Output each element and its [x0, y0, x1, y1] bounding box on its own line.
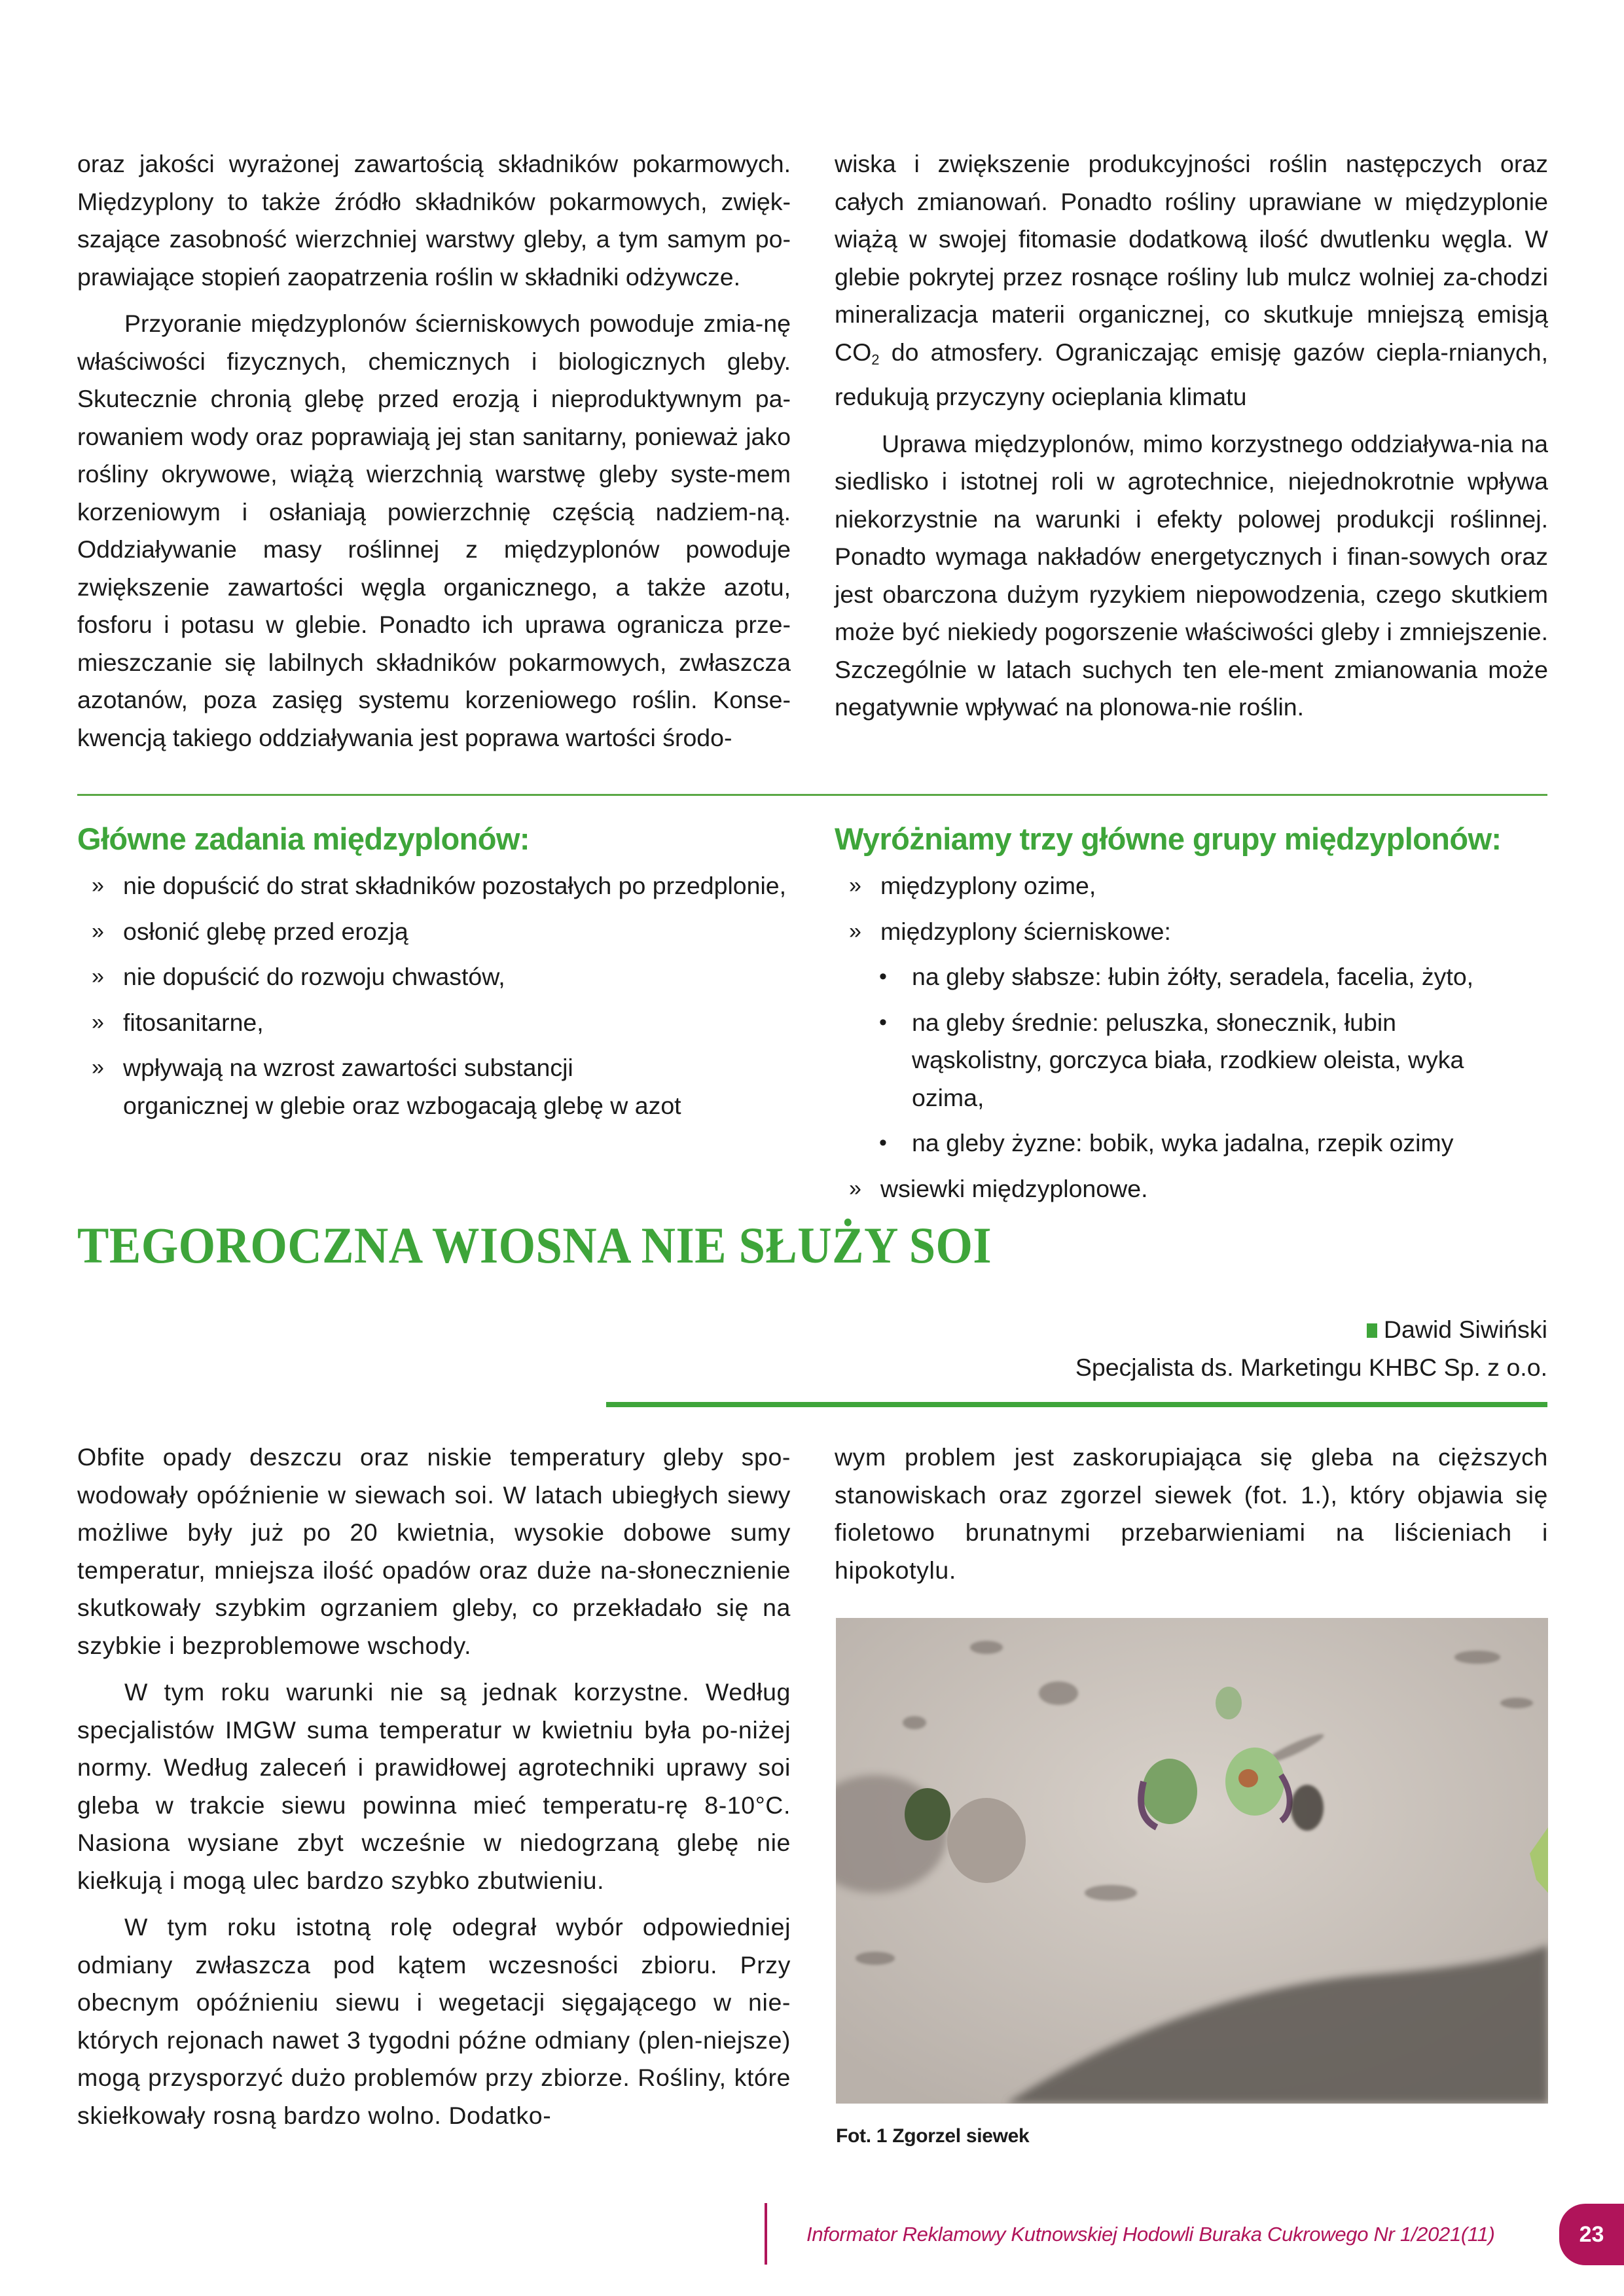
dot-bullet-icon: •	[879, 1009, 887, 1035]
chevron-bullet-icon: »	[92, 1055, 104, 1080]
green-square-icon	[1367, 1323, 1377, 1338]
tasks-box-title: Główne zadania międzyplonów:	[77, 821, 530, 856]
paragraph: Obfite opady deszczu oraz niskie temperatury gleby spo-wodowały opóźnienie w siewach soi. W latach ubiegłych siewy możliwe były już po 20 kwietnia, wysokie dobowe sumy temperatur, mniejsza ilość opadów oraz duże na-słonecznienie skutkowały szybkim ogrzaniem gleby, co przekładało się na szybkie i bezproblemowe wschody.	[77, 1443, 791, 1659]
author-name: Dawid Siwiński	[1383, 1316, 1547, 1343]
author-block	[1075, 1311, 1547, 1386]
chevron-bullet-icon: »	[92, 1009, 104, 1035]
author-role: Specjalista ds. Marketingu KHBC Sp. z o.o.	[1075, 1353, 1547, 1381]
list-item-text: na gleby żyzne: bobik, wyka jadalna, rzepik ozimy	[912, 1129, 1454, 1157]
sub-list-item	[835, 1124, 1555, 1162]
article-right-column	[835, 1439, 1548, 1598]
list-item	[77, 913, 797, 951]
photo-caption: Fot. 1 Zgorzel siewek	[836, 2125, 1030, 2147]
seedling-photo	[836, 1618, 1548, 2104]
list-item	[835, 867, 1555, 905]
seedling-photo-image	[836, 1618, 1548, 2104]
paragraph	[835, 145, 1548, 416]
list-item-text: międzyplony ozime,	[880, 872, 1096, 899]
upper-left-column	[77, 145, 791, 766]
dot-bullet-icon: •	[879, 1130, 887, 1155]
list-item-text: nie dopuścić do rozwoju chwastów,	[123, 963, 505, 990]
list-item-text: wpływają na wzrost zawartości substancji organicznej w glebie oraz wzbogacają glebę w azot	[123, 1054, 681, 1119]
list-item	[77, 867, 797, 905]
page-number: 23	[1579, 2221, 1604, 2247]
footer-divider	[765, 2203, 767, 2265]
sub-list-item	[835, 1004, 1527, 1117]
list-item-text: międzyplony ścierniskowe:	[880, 917, 1171, 945]
section-divider	[77, 794, 1547, 796]
publication-title: Informator Reklamowy Kutnowskiej Hodowli Buraka Cukrowego Nr 1/2021(11)	[806, 2223, 1495, 2246]
chevron-bullet-icon: »	[849, 1175, 861, 1201]
chevron-bullet-icon: »	[92, 873, 104, 898]
article-headline: TEGOROCZNA WIOSNA NIE SŁUŻY SOI	[77, 1217, 992, 1274]
paragraph: Przyoranie międzyplonów ścierniskowych powoduje zmia-nę właściwości fizycznych, chemicznych i biologicznych gleby. Skutecznie chronią glebę przed erozją i nieproduktywnym pa-rowaniem wody oraz poprawiają jej stan sanitarny, ponieważ jako rośliny okrywowe, wiążą wierzchnią warstwę gleby syste-mem korzeniowym i osłaniają powierzchnię częścią nadziem-ną. Oddziaływanie masy roślinnej z międzyplonów powoduje zwiększenie zawartości węgla organicznego, a także azotu, fosforu i potasu w glebie. Ponadto ich uprawa ogranicza prze-mieszczanie się labilnych składników pokarmowych, zwłaszcza azotanów, poza zasięg systemu korzeniowego roślin. Konse-kwencją takiego oddziaływania jest poprawa wartości środo-	[77, 310, 791, 751]
list-item	[77, 1049, 699, 1124]
list-item	[835, 913, 1555, 951]
list-item-text: na gleby słabsze: łubin żółty, seradela, facelia, żyto,	[912, 963, 1474, 990]
list-item	[835, 1170, 1555, 1208]
list-item-text: fitosanitarne,	[123, 1008, 264, 1036]
article-left-column	[77, 1439, 791, 2144]
list-item-text: osłonić glebę przed erozją	[123, 917, 408, 945]
paragraph: W tym roku istotną rolę odegrał wybór odpowiedniej odmiany zwłaszcza pod kątem wczesności zbioru. Przy obecnym opóźnieniu siewu i wegetacji sięgającego w nie-których rejonach nawet 3 tygodni późne odmiany (plen-niejsze) mogą przysporzyć dużo problemów przy zbiorze. Rośliny, które skiełkowały rosną bardzo wolno. Dodatko-	[77, 1913, 791, 2129]
list-item-text: wsiewki międzyplonowe.	[880, 1174, 1148, 1202]
author-name-line	[1075, 1311, 1547, 1349]
paragraph: Uprawa międzyplonów, mimo korzystnego oddziaływa-nia na siedlisko i istotnej roli w agrotechnice, niejednokrotnie wpływa niekorzystnie na warunki i efekty polowej produkcji roślinnej. Ponadto wymaga nakładów energetycznych i finan-sowych oraz jest obarczona dużym ryzykiem niepowodzenia, czego skutkiem może być niekiedy pogorszenie właściwości gleby i zmniejszenie. Szczególnie w latach suchych ten ele-ment zmianowania może negatywnie wpływać na plonowa-nie roślin.	[835, 429, 1548, 721]
chevron-bullet-icon: »	[849, 873, 861, 898]
dot-bullet-icon: •	[879, 964, 887, 989]
tasks-list	[77, 867, 797, 1132]
chevron-bullet-icon: »	[92, 918, 104, 944]
author-divider	[606, 1402, 1547, 1407]
paragraph: W tym roku warunki nie są jednak korzystne. Według specjalistów IMGW suma temperatur w kwietniu była po-niżej normy. Według zaleceń i prawidłowej agrotechniki uprawy soi gleba w trakcie siewu powinna mieć temperatu-rę 8-10°C. Nasiona wysiane zbyt wcześnie w niedogrzaną glebę nie kiełkują i mogą ulec bardzo szybko zbutwieniu.	[77, 1678, 791, 1894]
paragraph: wym problem jest zaskorupiająca się gleba na cięższych stanowiskach oraz zgorzel siewek (fot. 1.), który objawia się fioletowo brunatnymi przebarwieniami na liścieniach i hipokotylu.	[835, 1443, 1548, 1584]
list-item-text: na gleby średnie: peluszka, słonecznik, łubin wąskolistny, gorczyca biała, rzodkiew oleista, wyka ozima,	[912, 1008, 1464, 1111]
chevron-bullet-icon: »	[92, 964, 104, 989]
groups-box-title: Wyróżniamy trzy główne grupy międzyplonów:	[835, 821, 1502, 856]
paragraph: oraz jakości wyrażonej zawartością składników pokarmowych. Międzyplony to także źródło składników pokarmowych, zwięk-szające zasobność wierzchniej warstwy gleby, a tym samym po-prawiające stopień zaopatrzenia roślin w składniki odżywcze.	[77, 150, 791, 291]
co2-subscript: 2	[871, 351, 880, 368]
chevron-bullet-icon: »	[849, 918, 861, 944]
list-item	[77, 1004, 797, 1042]
paragraph-text: wiska i zwiększenie produkcyjności roślin następczych oraz całych zmianowań. Ponadto rośliny uprawiane w międzyplonie wiążą w swojej fitomasie dodatkową ilość dwutlenku węgla. W glebie pokrytej przez rosnące rośliny lub mulcz wolniej za-chodzi mineralizacja materii organicznej, co skutkuje mniejszą emisją CO	[835, 150, 1548, 366]
page-number-badge	[1559, 2204, 1624, 2265]
list-item-text: nie dopuścić do strat składników pozostałych po przedplonie,	[123, 872, 787, 899]
list-item	[77, 958, 797, 996]
upper-right-column	[835, 145, 1548, 736]
paragraph-text: do atmosfery. Ograniczając emisję gazów ciepla-rnianych, redukują przyczyny ocieplania klimatu	[835, 338, 1548, 410]
groups-list	[835, 867, 1555, 1215]
sub-list-item	[835, 958, 1555, 996]
